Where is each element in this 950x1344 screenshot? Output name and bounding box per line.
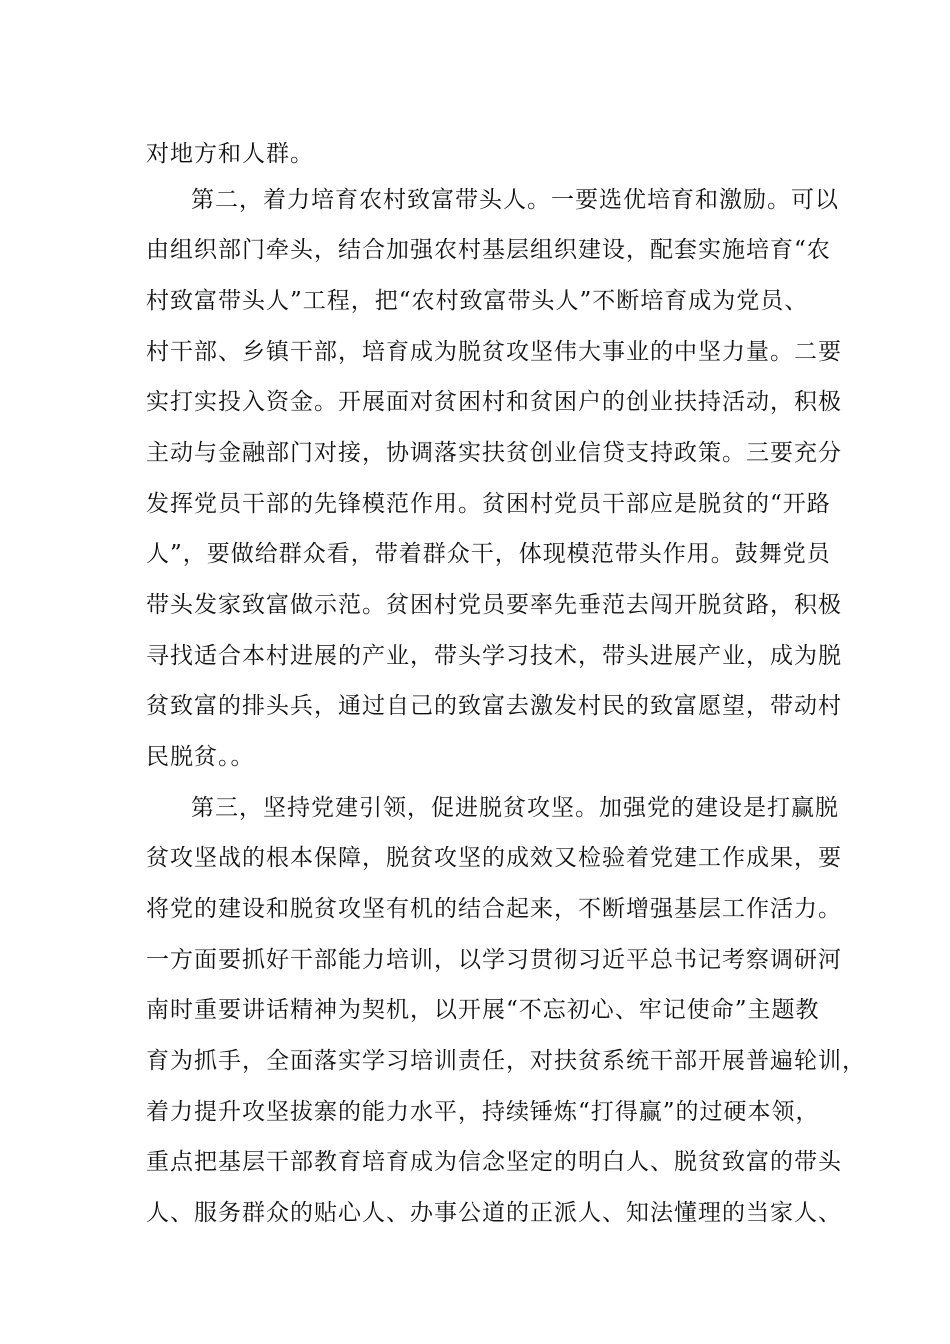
paragraph-2-line-9: 带头发家致富做示范。贫困村党员要率先垂范去闯开脱贫路，积极: [146, 592, 842, 618]
paragraph-2-line-1: 第二，着力培育农村致富带头人。一要选优培育和激励。可以: [191, 187, 839, 213]
paragraph-2-line-7: 发挥党员干部的先锋模范作用。贫困村党员干部应是脱贫的“开路: [146, 491, 831, 517]
paragraph-2-line-8: 人”，要做给群众看，带着群众干，体现模范带头作用。鼓舞党员: [146, 541, 831, 567]
paragraph-3-line-4: 一方面要抓好干部能力培训，以学习贯彻习近平总书记考察调研河: [146, 947, 842, 973]
paragraph-2-line-10: 寻找适合本村进展的产业，带头学习技术，带头进展产业，成为脱: [146, 643, 842, 669]
paragraph-2-line-6: 主动与金融部门对接，协调落实扶贫创业信贷支持政策。三要充分: [146, 440, 842, 466]
paragraph-3-line-7: 着力提升攻坚拔寨的能力水平，持续锤炼“打得赢”的过硬本领，: [146, 1099, 820, 1125]
paragraph-3-line-8: 重点把基层干部教育培育成为信念坚定的明白人、脱贫致富的带头: [146, 1149, 842, 1175]
paragraph-3-line-3: 将党的建设和脱贫攻坚有机的结合起来，不断增强基层工作活力。: [146, 896, 842, 922]
paragraph-3-line-1: 第三，坚持党建引领，促进脱贫攻坚。加强党的建设是打赢脱: [191, 795, 839, 821]
paragraph-2-line-5: 实打实投入资金。开展面对贫困村和贫困户的创业扶持活动，积极: [146, 389, 842, 415]
paragraph-3-line-6: 育为抓手，全面落实学习培训责任，对扶贫系统干部开展普遍轮训，: [146, 1048, 866, 1074]
paragraph-2-line-3: 村致富带头人”工程，把“农村致富带头人”不断培育成为党员、: [146, 288, 809, 314]
paragraph-2-line-12: 民脱贫。。: [146, 744, 255, 770]
text-line-1: 对地方和人群。: [146, 141, 314, 167]
paragraph-2-line-2: 由组织部门牵头，结合加强农村基层组织建设，配套实施培育“农: [146, 237, 831, 263]
paragraph-2-line-11: 贫致富的排头兵，通过自己的致富去激发村民的致富愿望，带动村: [146, 693, 842, 719]
paragraph-3-line-5: 南时重要讲话精神为契机，以开展“不忘初心、牢记使命”主题教: [146, 997, 820, 1023]
paragraph-2-line-4: 村干部、乡镇干部，培育成为脱贫攻坚伟大事业的中坚力量。二要: [146, 339, 842, 365]
paragraph-3-line-2: 贫攻坚战的根本保障，脱贫攻坚的成效又检验着党建工作成果，要: [146, 845, 842, 871]
paragraph-3-line-9: 人、服务群众的贴心人、办事公道的正派人、知法懂理的当家人、: [146, 1200, 842, 1226]
